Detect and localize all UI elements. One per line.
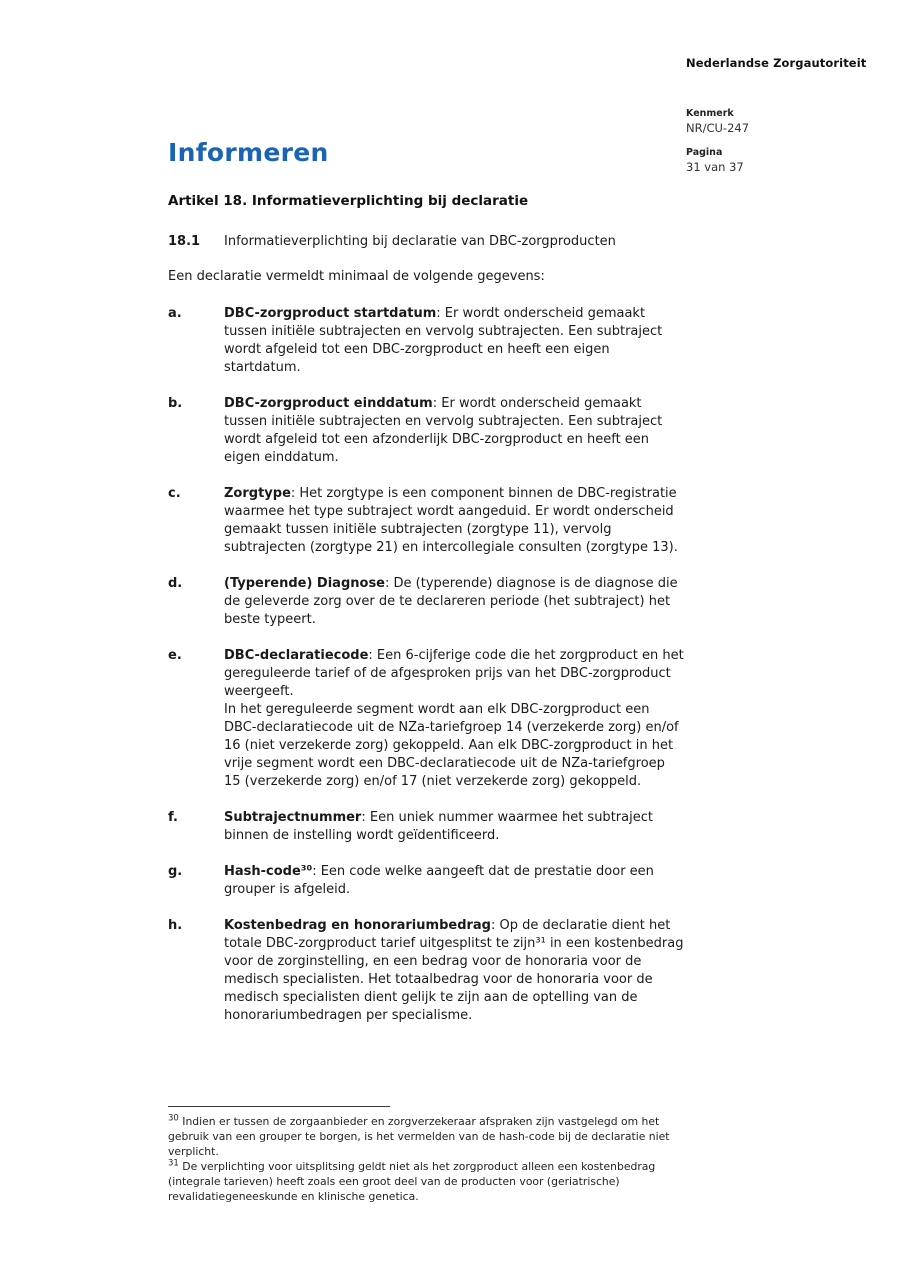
section-title: Informatieverplichting bij declaratie van DBC-zorgproducten — [224, 234, 616, 249]
list-item-body — [224, 395, 684, 467]
article-heading: Artikel 18. Informatieverplichting bij declaratie — [168, 193, 529, 209]
list-item-body — [224, 647, 684, 791]
list-item-term: DBC-declaratiecode — [224, 648, 369, 663]
footnote — [168, 1159, 690, 1204]
list-item-text: : Een code welke aangeeft dat de prestatie door een grouper is afgeleid. — [224, 864, 654, 897]
footnote — [168, 1114, 690, 1159]
footnote-marker: 30 — [168, 1113, 179, 1124]
list-item-letter: g. — [168, 864, 183, 879]
list-item-text: : Een uniek nummer waarmee het subtraject binnen de instelling wordt geïdentificeerd. — [224, 810, 653, 843]
list-item-letter: f. — [168, 810, 178, 825]
footnote-text: Indien er tussen de zorgaanbieder en zorgverzekeraar afspraken zijn vastgelegd om het gebruik van een grouper te borgen, is het vermelden van de hash-code bij de declaratie niet verplicht. — [168, 1115, 670, 1158]
list-item-body — [224, 917, 684, 1025]
list-item — [168, 395, 684, 467]
list-item — [168, 647, 684, 791]
footnotes-section — [168, 1106, 690, 1204]
list-item-letter: e. — [168, 648, 182, 663]
list-item-text: : Op de declaratie dient het totale DBC-zorgproduct tarief uitgesplitst te zijn³¹ in een kostenbedrag voor de zorginstelling, en een bedrag voor de honoraria voor de medisch specialisten. Het totaalbedrag voor de honoraria voor de medisch specialisten dient gelijk te zijn aan de optelling van de honorariumbedragen per specialisme. — [224, 918, 684, 1023]
document-meta — [686, 108, 749, 186]
page-title: Informeren — [168, 138, 329, 167]
organization-name: Nederlandse Zorgautoriteit — [686, 56, 867, 70]
list-item-term: Kostenbedrag en honorariumbedrag — [224, 918, 491, 933]
list-item-text: : Er wordt onderscheid gemaakt tussen initiële subtrajecten en vervolg subtrajecten. Een subtraject wordt afgeleid tot een DBC-zorgproduct en heeft een eigen startdatum. — [224, 306, 663, 375]
pagina-label: Pagina — [686, 147, 723, 158]
list-item — [168, 485, 684, 557]
kenmerk-value: NR/CU-247 — [686, 121, 750, 135]
list-item-letter: d. — [168, 576, 183, 591]
list-item-text: : De (typerende) diagnose is de diagnose die de geleverde zorg over de te declareren periode (het subtraject) het beste typeert. — [224, 576, 678, 627]
section-heading — [168, 233, 684, 251]
intro-text: Een declaratie vermeldt minimaal de volgende gegevens: — [168, 269, 545, 284]
list-item-term: DBC-zorgproduct startdatum — [224, 306, 437, 321]
list-item-body — [224, 305, 684, 377]
requirements-list — [168, 305, 684, 1025]
list-item-letter: c. — [168, 486, 181, 501]
list-item-text-paragraph2: In het gereguleerde segment wordt aan elk DBC-zorgproduct een DBC-declaratiecode uit de NZa-tariefgroep 14 (verzekerde zorg) en/of 16 (niet verzekerde zorg) gekoppeld. Aan elk DBC-zorgproduct in het vrije segment wordt een DBC-declaratiecode uit de NZa-tariefgroep 15 (verzekerde zorg) en/of 17 (niet verzekerde zorg) gekoppeld. — [224, 702, 679, 789]
list-item — [168, 575, 684, 629]
list-item-body — [224, 809, 684, 845]
list-item-term: Hash-code³⁰ — [224, 864, 313, 879]
list-item — [168, 863, 684, 899]
footnote-marker: 31 — [168, 1158, 179, 1169]
list-item-term: (Typerende) Diagnose — [224, 576, 386, 591]
list-item-body — [224, 575, 684, 629]
list-item-text: : Een 6-cijferige code die het zorgproduct en het gereguleerde tarief of de afgesproken prijs van het DBC-zorgproduct weergeeft. — [224, 648, 684, 699]
list-item-term: DBC-zorgproduct einddatum — [224, 396, 433, 411]
list-item-text: : Er wordt onderscheid gemaakt tussen initiële subtrajecten en vervolg subtrajecten. Een subtraject wordt afgeleid tot een afzonderlijk DBC-zorgproduct en heeft een eigen einddatum. — [224, 396, 663, 465]
section-number: 18.1 — [168, 234, 201, 249]
list-item-body — [224, 485, 684, 557]
list-item — [168, 809, 684, 845]
list-item — [168, 917, 684, 1025]
kenmerk-label: Kenmerk — [686, 108, 734, 119]
footnote-separator — [168, 1106, 390, 1107]
list-item-letter: b. — [168, 396, 183, 411]
pagina-value: 31 van 37 — [686, 160, 744, 174]
list-item-term: Zorgtype — [224, 486, 291, 501]
list-item-term: Subtrajectnummer — [224, 810, 362, 825]
footnote-text: De verplichting voor uitsplitsing geldt niet als het zorgproduct alleen een kostenbedrag (integrale tarieven) heeft zoals een groot deel van de producten voor (geriatrische) revalidatiegeneeskunde en klinische genetica. — [168, 1160, 656, 1203]
list-item-letter: h. — [168, 918, 183, 933]
list-item-letter: a. — [168, 306, 182, 321]
list-item-body — [224, 863, 684, 899]
list-item-text: : Het zorgtype is een component binnen de DBC-registratie waarmee het type subtraject wordt aangeduid. Er wordt onderscheid gemaakt tussen initiële subtrajecten (zorgtype 11), vervolg subtrajecten (zorgtype 21) en intercollegiale consulten (zorgtype 13). — [224, 486, 678, 555]
list-item — [168, 305, 684, 377]
main-content — [168, 139, 684, 1043]
